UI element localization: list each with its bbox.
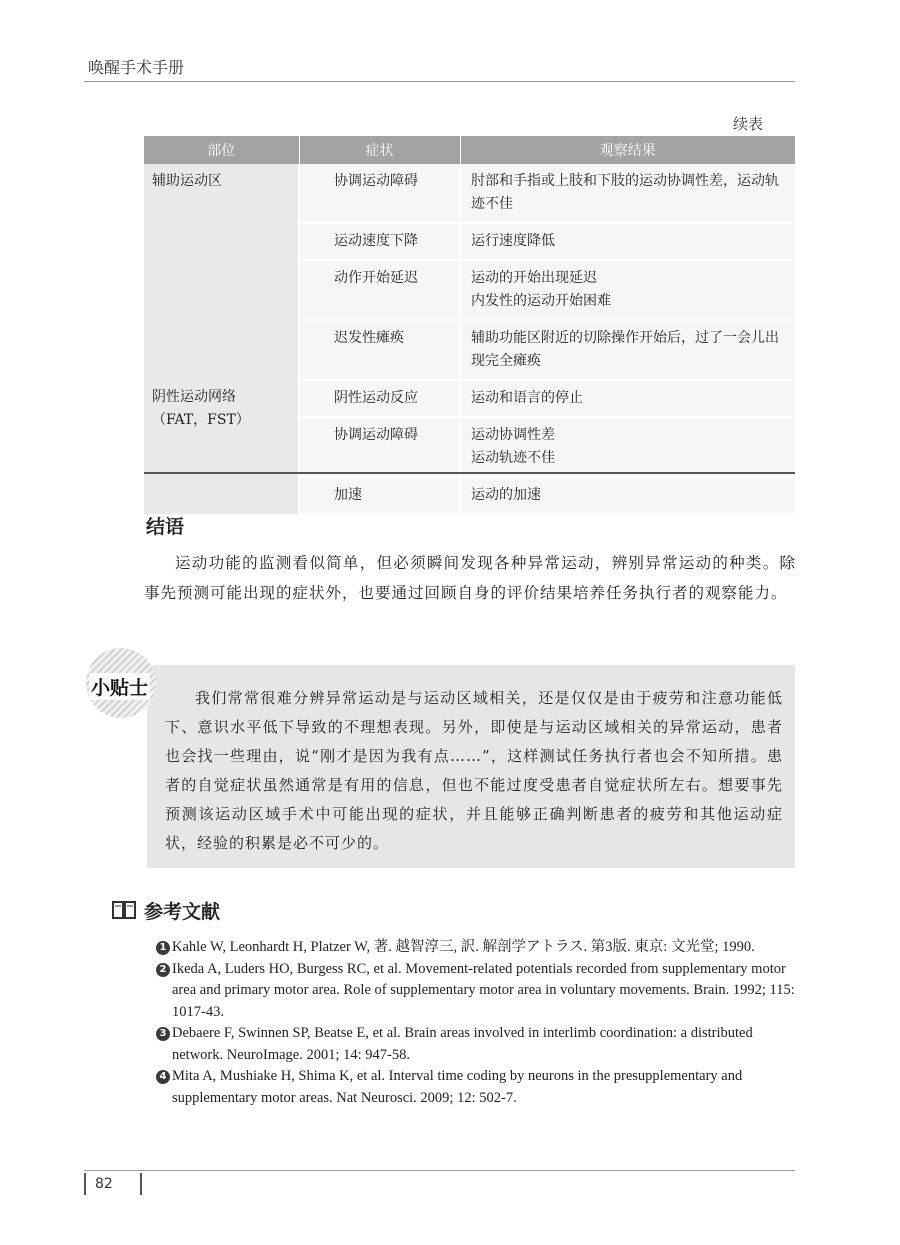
reference-list: [156, 937, 796, 1109]
footer-bar-right: [140, 1173, 142, 1195]
table-header-row: [144, 136, 795, 164]
references-title: 参考文献: [144, 901, 221, 923]
reference-text: Mita A, Mushiake H, Shima K, et al. Interval time coding by neurons in the presupplementary and supplementary motor areas. Nat Neurosci. 2009; 12: 502-7.: [172, 1068, 743, 1106]
symptom-cell: 协调运动障碍: [299, 164, 460, 223]
reference-number-badge: 1: [156, 941, 170, 955]
footer-divider: [84, 1170, 795, 1171]
result-cell: 辅助功能区附近的切除操作开始后，过了一会儿出现完全瘫痪: [460, 320, 795, 380]
result-cell: 运动协调性差 运动轨迹不佳: [460, 417, 795, 477]
reference-item: [156, 959, 796, 1024]
conclusion-paragraph: 运动功能的监测看似简单，但必须瞬间发现各种异常运动，辨别异常运动的种类。除事先预测可能出现的症状外，也要通过回顾自身的评价结果培养任务执行者的观察能力。: [144, 554, 796, 602]
table-bottom-rule: [144, 472, 795, 474]
reference-number-badge: 3: [156, 1027, 170, 1041]
conclusion-title: 结语: [146, 516, 185, 538]
region-cell: 辅助运动区: [144, 164, 299, 380]
running-header-title: 唤醒手术手册: [88, 58, 185, 77]
reference-text: Debaere F, Swinnen SP, Beatse E, et al. Brain areas involved in interlimb coordination: a distributed network. NeuroImage. 2001; 14: 947-58.: [172, 1025, 753, 1063]
reference-item: [156, 1023, 796, 1066]
header-region: 部位: [144, 136, 299, 164]
result-cell: 运动和语言的停止: [460, 380, 795, 417]
header-result: 观察结果: [460, 136, 795, 164]
reference-text: Ikeda A, Luders HO, Burgess RC, et al. Movement-related potentials recorded from supplementary motor area and primary motor area. Role of supplementary motor area in voluntary movements. Brain. 1992; 115: 1017-43.: [172, 960, 795, 1020]
book-icon: [112, 900, 136, 920]
reference-number-badge: 2: [156, 963, 170, 977]
tip-paragraph: 我们常常很难分辨异常运动是与运动区域相关，还是仅仅是由于疲劳和注意功能低下、意识水平低下导致的不理想表现。另外，即使是与运动区域相关的异常运动，患者也会找一些理由，说“刚才是因为我有点……”，这样测试任务执行者也会不知所措。患者的自觉症状虽然通常是有用的信息，但也不能过度受患者自觉症状所左右。想要事先预测该运动区域手术中可能出现的症状，并且能够正确判断患者的疲劳和其他运动症状，经验的积累是必不可少的。: [165, 689, 783, 852]
result-cell: 运行速度降低: [460, 223, 795, 260]
symptom-cell: 迟发性瘫痪: [299, 320, 460, 380]
page-number: 82: [95, 1176, 113, 1192]
header-divider: [84, 81, 795, 82]
reference-item: [156, 1066, 796, 1109]
header-symptom: 症状: [299, 136, 460, 164]
region-cell: 阴性运动网络（FAT，FST）: [144, 380, 299, 514]
result-cell: 运动的加速: [460, 477, 795, 514]
observation-table: [144, 136, 795, 515]
footer-bar-left: [84, 1173, 86, 1195]
table-row: [144, 164, 795, 223]
table-row: [144, 380, 795, 417]
result-cell: 运动的开始出现延迟 内发性的运动开始困难: [460, 260, 795, 320]
reference-number-badge: 4: [156, 1070, 170, 1084]
table-continued-caption: 续表: [733, 115, 764, 133]
symptom-cell: 加速: [299, 477, 460, 514]
symptom-cell: 协调运动障碍: [299, 417, 460, 477]
result-cell: 肘部和手指或上肢和下肢的运动协调性差，运动轨迹不佳: [460, 164, 795, 223]
symptom-cell: 运动速度下降: [299, 223, 460, 260]
reference-item: [156, 937, 796, 959]
reference-text: Kahle W, Leonhardt H, Platzer W, 著. 越智淳三, 訳. 解剖学アトラス. 第3版. 東京: 文光堂; 1990.: [172, 939, 755, 955]
tip-label: 小贴士: [89, 673, 150, 700]
symptom-cell: 阴性运动反应: [299, 380, 460, 417]
symptom-cell: 动作开始延迟: [299, 260, 460, 320]
